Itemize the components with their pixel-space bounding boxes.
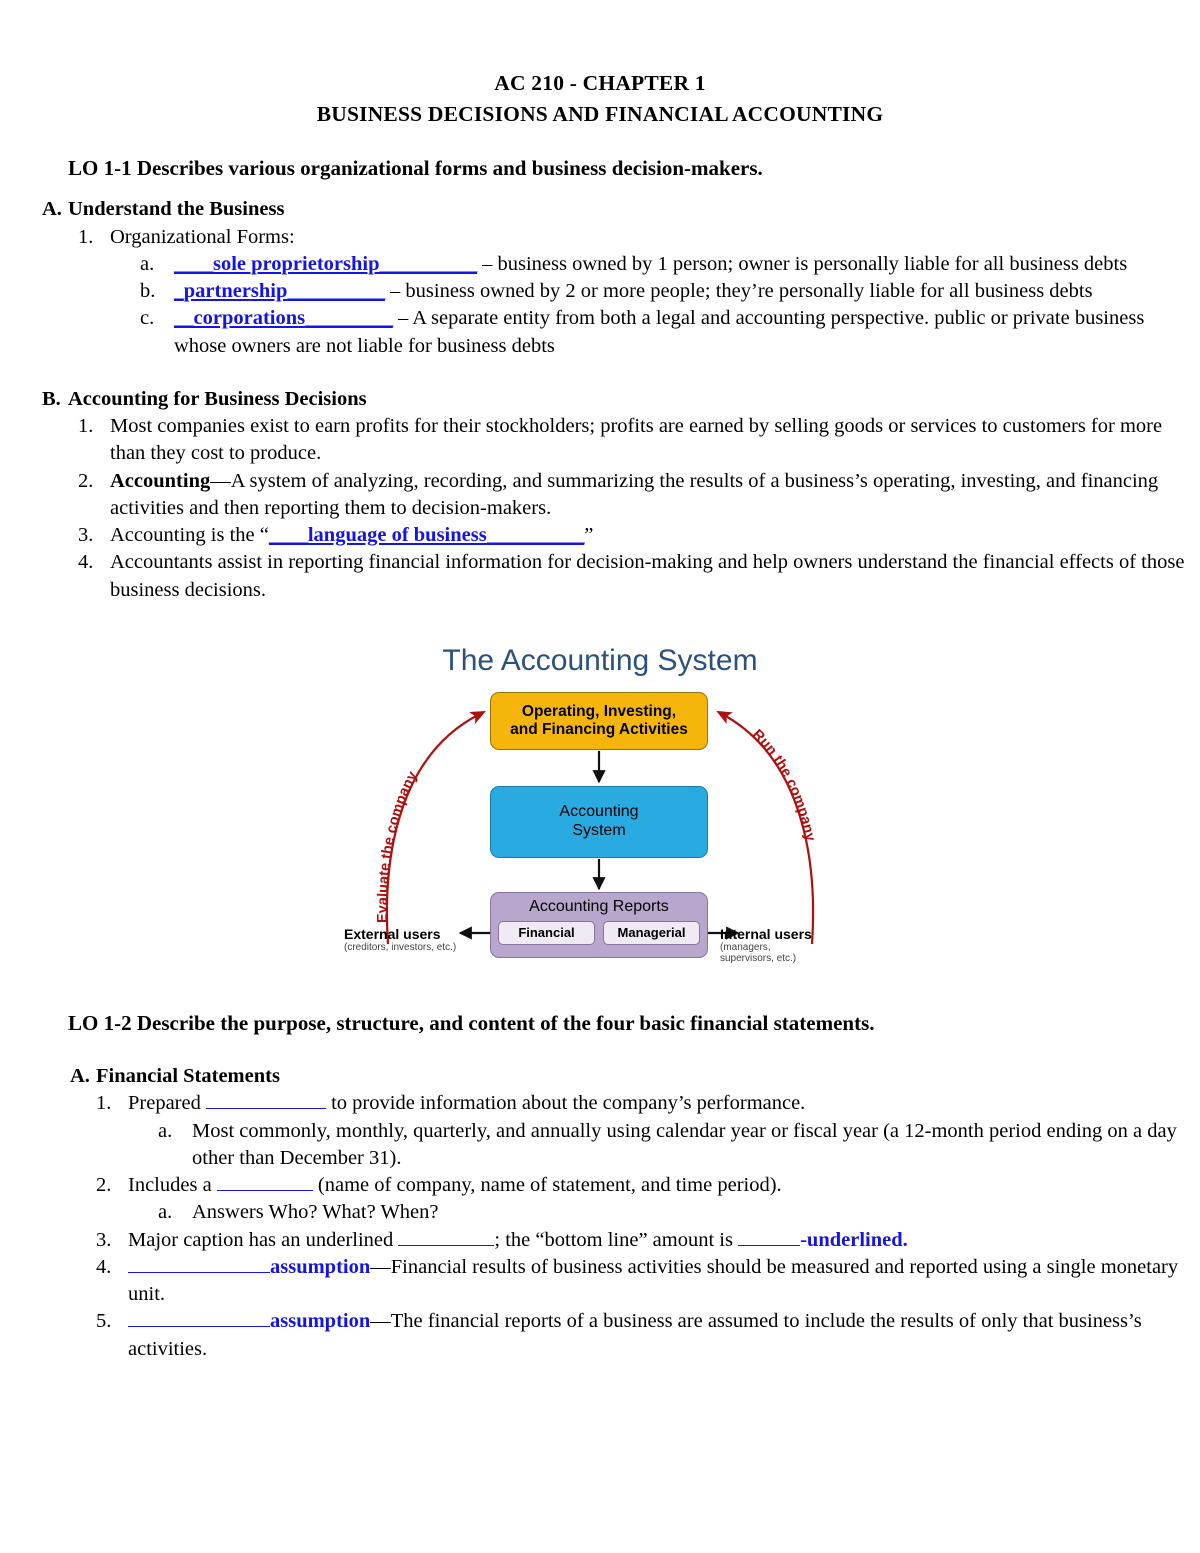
organizational-forms-list xyxy=(0,251,1200,360)
list-item xyxy=(78,224,1200,251)
box-system-text xyxy=(559,803,638,841)
internal-users-title: Internal users xyxy=(720,925,812,942)
section-a-list xyxy=(0,224,1200,251)
item-prefix: Includes a xyxy=(128,1174,217,1197)
item-number: 4. xyxy=(78,551,94,574)
curve-label-left: Evaluate the company xyxy=(374,768,421,924)
item-text xyxy=(110,522,1200,549)
item-suffix: to provide information about the company’s performance. xyxy=(325,1092,806,1115)
item-text: Most companies exist to earn profits for their stockholders; profits are earned by selling goods or services to customers for more than they cost to produce. xyxy=(110,415,1163,465)
section-b-label: Accounting for Business Decisions xyxy=(68,387,367,410)
item-mid: ; the “bottom line” amount is xyxy=(494,1228,739,1251)
lo-1-1-heading: LO 1-1 Describes various organizational forms and business decision-makers. xyxy=(68,156,763,181)
blue-underlined-note: -underlined. xyxy=(800,1228,908,1251)
diagram-box-accounting-system xyxy=(490,786,708,858)
section-a-understand-the-business xyxy=(0,196,1200,360)
item-rest: – business owned by 2 or more people; they’re personally liable for all business debts xyxy=(384,280,1093,303)
internal-users-subtitle-line-1: (managers, xyxy=(720,941,771,953)
box-reports-label: Accounting Reports xyxy=(529,897,669,915)
financial-statements-list-2 xyxy=(0,1172,1200,1199)
term-assumption-4: assumption xyxy=(270,1255,371,1278)
list-item xyxy=(158,1199,1200,1226)
item-number: 4. xyxy=(96,1255,112,1278)
box-activities-line-2: and Financing Activities xyxy=(510,720,688,738)
financial-statements-title xyxy=(0,1063,1200,1090)
item-text xyxy=(174,305,1200,360)
list-item xyxy=(78,413,1200,468)
blank-lead: ____ xyxy=(174,252,213,275)
page-title xyxy=(0,0,1200,129)
internal-users-subtitle-line-2: supervisors, etc.) xyxy=(720,953,797,965)
external-users-label xyxy=(344,926,482,954)
item-number: 5. xyxy=(96,1310,112,1333)
term-assumption-5: assumption xyxy=(270,1310,371,1333)
list-item xyxy=(78,468,1200,523)
item-prefix: Prepared xyxy=(128,1092,206,1115)
item-text: Most commonly, monthly, quarterly, and annually using calendar year or fiscal year (a 12-month period ending on a day other than December 31). xyxy=(192,1119,1177,1169)
term-accounting: Accounting xyxy=(110,469,211,492)
title-line-2: BUSINESS DECISIONS AND FINANCIAL ACCOUNTING xyxy=(316,101,884,126)
blank-lead: _ xyxy=(174,280,184,303)
item-number: 1. xyxy=(96,1092,112,1115)
item-text: Organizational Forms: xyxy=(110,225,295,248)
diagram-title: The Accounting System xyxy=(442,643,758,677)
blank-trail: __________ xyxy=(287,280,385,303)
item-prefix: Accounting is the “ xyxy=(110,524,269,547)
blank-bottom-line[interactable] xyxy=(738,1245,800,1246)
item-suffix: (name of company, name of statement, and time period). xyxy=(312,1174,782,1197)
financial-statements-sublist-2 xyxy=(0,1199,1200,1226)
financial-statements-list xyxy=(0,1090,1200,1117)
lo-1-2-heading: LO 1-2 Describe the purpose, structure, and content of the four basic financial statements. xyxy=(68,1010,875,1035)
box-activities-text xyxy=(510,703,688,740)
arc-evaluate-the-company xyxy=(387,714,480,944)
list-item xyxy=(96,1227,1200,1254)
section-a-marker: A. xyxy=(42,198,62,221)
list-item xyxy=(96,1308,1200,1363)
list-item xyxy=(140,305,1200,360)
item-number: 3. xyxy=(78,524,94,547)
section-a-label: Understand the Business xyxy=(68,198,285,221)
assumption-5-definition: —The financial reports of a business are assumed to include the results of only that business’s activities. xyxy=(128,1310,1142,1360)
item-rest: – business owned by 1 person; owner is personally liable for all business debts xyxy=(476,252,1128,275)
item-suffix: ” xyxy=(584,524,594,547)
item-text xyxy=(174,278,1200,305)
item-number: a. xyxy=(140,252,155,275)
subbox-financial: Financial xyxy=(498,921,595,945)
item-number: a. xyxy=(158,1119,173,1142)
item-number: 3. xyxy=(96,1228,112,1251)
item-prefix: Major caption has an underlined xyxy=(128,1228,399,1251)
item-number: a. xyxy=(158,1201,173,1224)
term-definition: —A system of analyzing, recording, and summarizing the results of a business’s operating, investing, and financing activities and then reporting them to decision-makers. xyxy=(110,469,1159,519)
item-number: 2. xyxy=(78,469,94,492)
external-users-subtitle: (creditors, investors, etc.) xyxy=(344,941,457,953)
blank-major-caption[interactable] xyxy=(398,1245,494,1246)
reports-subboxes xyxy=(491,921,707,945)
blank-lead: __ xyxy=(174,307,194,330)
blank-includes-a[interactable] xyxy=(217,1190,313,1191)
item-text xyxy=(174,251,1200,278)
item-text xyxy=(128,1172,1200,1199)
financial-statements-label: Financial Statements xyxy=(96,1065,280,1088)
financial-statements-marker: A. xyxy=(70,1065,90,1088)
diagram-box-accounting-reports xyxy=(490,892,708,958)
arc-run-the-company xyxy=(722,714,813,944)
item-text xyxy=(128,1254,1200,1309)
answer-partnership: partnership xyxy=(183,280,288,303)
item-text: Accountants assist in reporting financial information for decision-making and help owners understand the financial effects of those business decisions. xyxy=(110,551,1185,601)
section-a-title xyxy=(0,196,1200,223)
diagram-box-activities xyxy=(490,692,708,750)
list-item xyxy=(96,1172,1200,1199)
blank-trail: __________ xyxy=(486,524,585,547)
item-text xyxy=(128,1308,1200,1363)
section-b-list xyxy=(0,413,1200,604)
blank-lead: ____ xyxy=(268,524,308,547)
list-item xyxy=(78,549,1200,604)
list-item xyxy=(158,1118,1200,1173)
section-b-title xyxy=(0,386,1200,413)
list-item xyxy=(96,1254,1200,1309)
blank-trail: _________ xyxy=(305,307,393,330)
accounting-system-diagram xyxy=(330,644,870,984)
answer-language-of-business: language of business xyxy=(307,524,487,547)
section-b-marker: B. xyxy=(42,387,61,410)
subbox-managerial: Managerial xyxy=(603,921,700,945)
item-number: 1. xyxy=(78,415,94,438)
list-item xyxy=(96,1090,1200,1117)
item-text xyxy=(128,1090,1200,1117)
item-rest: – A separate entity from both a legal and accounting perspective. public or private business whose owners are not liable for business debts xyxy=(174,307,1145,357)
item-text: Answers Who? What? When? xyxy=(192,1201,439,1224)
box-activities-line-1: Operating, Investing, xyxy=(521,702,677,720)
financial-statements-sublist-1 xyxy=(0,1118,1200,1173)
item-text xyxy=(128,1227,1200,1254)
list-item xyxy=(140,251,1200,278)
item-number: c. xyxy=(140,307,155,330)
blank-trail: __________ xyxy=(379,252,477,275)
blank-assumption-5[interactable] xyxy=(128,1326,270,1327)
financial-statements-list-3 xyxy=(0,1227,1200,1363)
title-line-1: AC 210 - CHAPTER 1 xyxy=(494,71,706,95)
assumption-4-definition: —Financial results of business activities should be measured and reported using a single monetary unit. xyxy=(128,1255,1179,1306)
list-item xyxy=(78,522,1200,549)
section-b-accounting-for-business-decisions xyxy=(0,386,1200,604)
external-users-title: External users xyxy=(344,925,441,942)
item-number: b. xyxy=(140,280,156,303)
item-number: 1. xyxy=(78,225,94,248)
item-number: 2. xyxy=(96,1174,112,1197)
answer-corporations: corporations xyxy=(193,307,306,330)
answer-sole-proprietorship: sole proprietorship xyxy=(213,252,380,275)
blank-prepared[interactable] xyxy=(206,1108,326,1109)
box-system-line-2: System xyxy=(572,821,626,839)
curve-label-right: Run the company xyxy=(748,726,819,843)
box-system-line-1: Accounting xyxy=(559,802,639,820)
list-item xyxy=(140,278,1200,305)
section-financial-statements xyxy=(0,1063,1200,1363)
item-text xyxy=(110,468,1200,523)
internal-users-label xyxy=(720,926,870,965)
blank-assumption-4[interactable] xyxy=(128,1272,270,1273)
